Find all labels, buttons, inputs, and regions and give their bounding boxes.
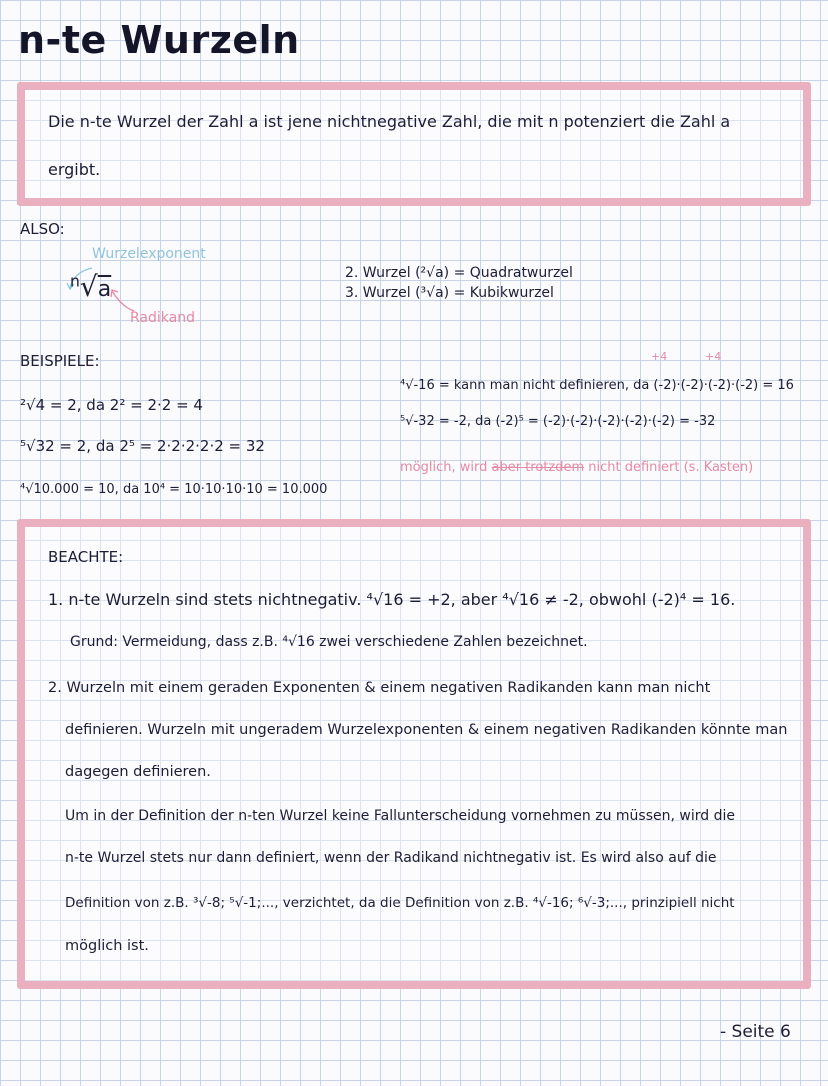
note-strikethrough: aber trotzdem [491,460,585,475]
note-part-1: möglich, wird [400,460,492,475]
also-label: ALSO: [20,220,65,238]
annotation-plus-2: +4 [705,350,722,363]
negative-example-2: ⁵√-32 = -2, da (-2)⁵ = (-2)·(-2)·(-2)·(-2)·(-2) = -32 [400,414,716,429]
example-1: ²√4 = 2, da 2² = 2·2 = 4 [20,396,203,414]
beachte-line-6: Um in der Definition der n-ten Wurzel keine Fallunterscheidung vornehmen zu müssen, wird die [65,808,735,824]
beachte-line-9: möglich ist. [65,938,149,954]
beachte-line-1: 1. n-te Wurzeln sind stets nichtnegativ. ⁴√16 = +2, aber ⁴√16 ≠ -2, obwohl (-2)⁴ = 16. [48,590,736,609]
negative-example-1: ⁴√-16 = kann man nicht definieren, da (-2)·(-2)·(-2)·(-2) = 16 [400,378,794,393]
definition-box [17,82,811,206]
beispiele-label: BEISPIELE: [20,352,100,370]
root3-text: 3. Wurzel (³√a) = Kubikwurzel [345,285,554,301]
root2-text: 2. Wurzel (²√a) = Quadratwurzel [345,265,573,281]
radical-index: n [70,272,80,291]
beachte-line-8: Definition von z.B. ³√-8; ⁵√-1;..., verzichtet, da die Definition von z.B. ⁴√-16; ⁶√-3;..., prinzipiell nicht [65,895,735,911]
example-3: ⁴√10.000 = 10, da 10⁴ = 10·10·10·10 = 10.000 [20,482,328,497]
beachte-line-7: n-te Wurzel stets nur dann definiert, wenn der Radikand nichtnegativ ist. Es wird also auf die [65,850,717,866]
example-2: ⁵√32 = 2, da 2⁵ = 2·2·2·2·2 = 32 [20,437,265,455]
definition-line-2: ergibt. [48,160,101,179]
beachte-line-3: 2. Wurzeln mit einem geraden Exponenten & einem negativen Radikanden kann man nicht [48,680,711,696]
annotation-plus-1: +4 [651,350,668,363]
page-title: n-te Wurzeln [18,18,300,62]
exponent-label: Wurzelexponent [92,246,206,262]
definition-line-1: Die n-te Wurzel der Zahl a ist jene nichtnegative Zahl, die mit n potenziert die Zahl a [48,112,731,131]
note-part-2: nicht definiert (s. Kasten) [584,460,754,475]
radical-radicand: a [97,277,112,302]
beachte-line-4: definieren. Wurzeln mit ungeradem Wurzelexponenten & einem negativen Radikanden könnte man [65,722,788,738]
radicand-label: Radikand [130,310,195,326]
negative-example-note [400,460,753,475]
page-number: - Seite 6 [720,1022,791,1042]
beachte-line-2: Grund: Vermeidung, dass z.B. ⁴√16 zwei verschiedene Zahlen bezeichnet. [70,634,588,650]
beachte-label: BEACHTE: [48,548,124,566]
radical-symbol: $^n$√a [70,270,112,303]
beachte-line-5: dagegen definieren. [65,764,211,780]
